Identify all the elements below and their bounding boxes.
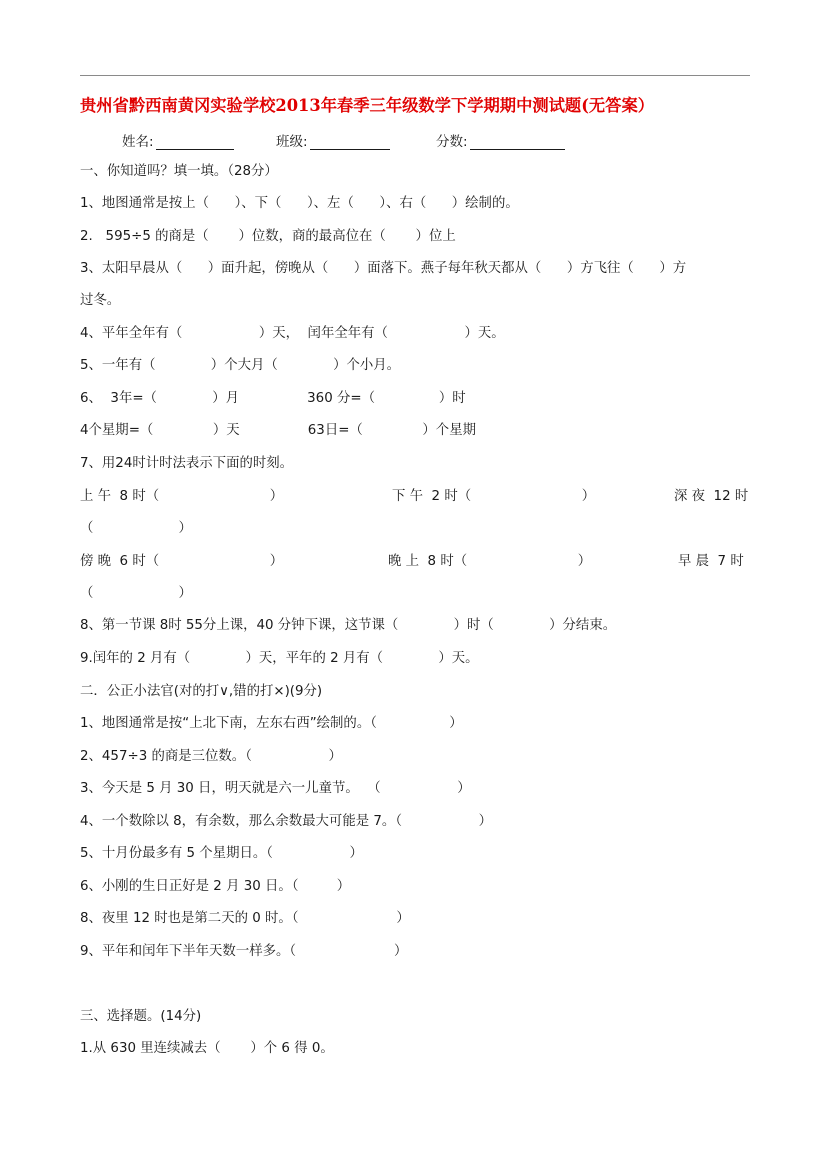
- section3-heading: 三、选择题。(14分): [80, 1009, 202, 1024]
- time-item-midnight-12: 深 夜 12 时: [674, 489, 749, 504]
- judge-item: 3、今天是 5 月 30 日，明天就是六一儿童节。 （ ）: [80, 781, 471, 796]
- judge-item: 1、地图通常是按“上北下南，左东右西”绘制的。（ ）: [80, 716, 463, 731]
- time-item-evening-8: 晚 上 8 时（ ）: [388, 554, 592, 569]
- question-1-4: 4、平年全年有（ ）天， 闰年全年有（ ）天。: [80, 326, 505, 341]
- header-rule: [80, 75, 750, 76]
- time-item-early-morning-7-blank: （ ）: [80, 586, 192, 601]
- class-blank[interactable]: [310, 135, 390, 150]
- time-item-afternoon-2: 下 午 2 时（ ）: [392, 489, 596, 504]
- question-1-5: 5、一年有（ ）个大月（ ）个小月。: [80, 358, 401, 373]
- question-1-1: 1、地图通常是按上（ ）、下（ ）、左（ ）、右（ ）绘制的。: [80, 196, 519, 211]
- question-1-8: 8、第一节课 8时 55分上课，40 分钟下课，这节课（ ）时（ ）分结束。: [80, 618, 617, 633]
- question-1-2: 2. 595÷5 的商是（ ）位数，商的最高位在（ ）位上: [80, 229, 456, 244]
- section2-heading: 二．公正小法官(对的打∨,错的打×)(9分): [80, 684, 323, 699]
- score-field[interactable]: [436, 130, 565, 150]
- judge-item: 4、一个数除以 8，有余数，那么余数最大可能是 7。（ ）: [80, 814, 492, 829]
- time-item-dusk-6: 傍 晚 6 时（ ）: [80, 554, 284, 569]
- choice-question-1: 1.从 630 里连续减去（ ）个 6 得 0。: [80, 1041, 334, 1056]
- time-item-midnight-12-blank: （ ）: [80, 521, 192, 536]
- judge-item: 9、平年和闰年下半年天数一样多。（ ）: [80, 944, 408, 959]
- name-field[interactable]: [122, 130, 234, 150]
- question-1-3-cont: 过冬。: [80, 293, 121, 308]
- name-blank[interactable]: [156, 135, 234, 150]
- question-1-6-cont: 4个星期=（ ）天 63日=（ ）个星期: [80, 423, 476, 438]
- class-field[interactable]: [276, 130, 390, 150]
- page-title: 贵州省黔西南黄冈实验学校2013年春季三年级数学下学期期中测试题(无答案）: [80, 96, 655, 115]
- name-label: 姓名:: [122, 134, 154, 150]
- judge-item: 6、小刚的生日正好是 2 月 30 日。（ ）: [80, 879, 351, 894]
- judge-item: 8、夜里 12 时也是第二天的 0 时。（ ）: [80, 911, 410, 926]
- time-item-morning-8: 上 午 8 时（ ）: [80, 489, 284, 504]
- question-1-9: 9.闰年的 2 月有（ ）天，平年的 2 月有（ ）天。: [80, 651, 479, 666]
- score-blank[interactable]: [470, 135, 565, 150]
- student-info-line: [0, 130, 827, 150]
- score-label: 分数:: [436, 134, 468, 150]
- question-1-3: 3、太阳早晨从（ ）面升起，傍晚从（ ）面落下。燕子每年秋天都从（ ）方飞往（ ）方: [80, 261, 687, 276]
- time-item-early-morning-7: 早 晨 7 时: [678, 554, 744, 569]
- question-1-7: 7、用24时计时法表示下面的时刻。: [80, 456, 294, 471]
- class-label: 班级:: [276, 134, 308, 150]
- section1-heading: 一、你知道吗？填一填。（28分）: [80, 164, 278, 179]
- judge-item: 2、457÷3 的商是三位数。（ ）: [80, 749, 342, 764]
- question-1-6: 6、 3年=（ ）月 360 分=（ ）时: [80, 391, 466, 406]
- judge-item: 5、十月份最多有 5 个星期日。（ ）: [80, 846, 363, 861]
